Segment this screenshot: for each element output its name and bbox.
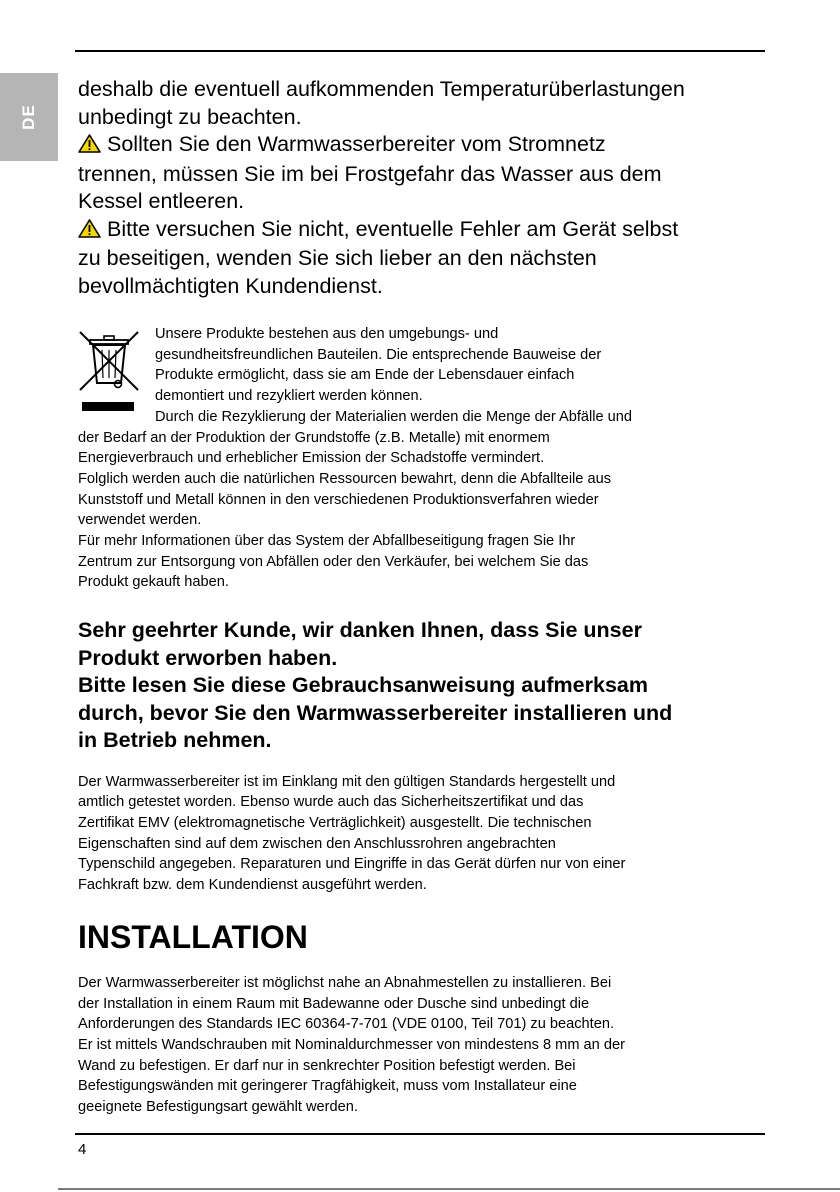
compliance-line: Zertifikat EMV (elektromagnetische Verträglichkeit) ausgestellt. Die technischen: [78, 815, 592, 832]
recycling-line: Für mehr Informationen über das System der Abfallbeseitigung fragen Sie Ihr: [78, 533, 576, 550]
greeting-line: Sehr geehrter Kunde, wir danken Ihnen, dass Sie unser: [78, 618, 642, 643]
installation-line: Der Warmwasserbereiter ist möglichst nahe an Abnahmestellen zu installieren. Bei: [78, 974, 612, 991]
crossed-out-wheelie-bin-icon: [78, 328, 140, 414]
compliance-line: Fachkraft bzw. dem Kundendienst ausgeführt werden.: [78, 877, 427, 894]
repair-warning-text: Bitte versuchen Sie nicht, eventuelle Fehler am Gerät selbst: [107, 216, 679, 241]
frost-warning-line: trennen, müssen Sie im bei Frostgefahr das Wasser aus dem: [78, 161, 662, 186]
intro-line: unbedingt zu beachten.: [78, 104, 302, 129]
installation-section: [78, 919, 768, 1118]
frost-warning: [78, 131, 768, 161]
installation-line: geeignete Befestigungsart gewählt werden.: [78, 1099, 358, 1116]
language-tab: [0, 73, 58, 161]
warnings-section: [78, 76, 768, 300]
compliance-line: Eigenschaften sind auf dem zwischen den Anschlussrohren angebrachten: [78, 835, 556, 852]
language-tab-label: DE: [19, 104, 38, 130]
intro-line: deshalb die eventuell aufkommenden Temperaturüberlastungen: [78, 77, 685, 101]
recycling-line: demontiert und rezykliert werden können.: [155, 388, 423, 405]
recycling-line: verwendet werden.: [78, 512, 202, 529]
recycling-line: Durch die Rezyklierung der Materialien werden die Menge der Abfälle und: [155, 408, 632, 425]
greeting-line: durch, bevor Sie den Warmwasserbereiter installieren und: [78, 700, 673, 725]
page-edge-rule: [58, 1188, 840, 1190]
page-number: 4: [78, 1141, 87, 1158]
repair-warning: [78, 216, 768, 246]
recycling-line: der Bedarf an der Produktion der Grundstoffe (z.B. Metalle) mit enormem: [78, 429, 550, 446]
repair-warning-line: bevollmächtigten Kundendienst.: [78, 273, 383, 298]
page-content: [78, 76, 768, 1118]
installation-line: Anforderungen des Standards IEC 60364-7-701 (VDE 0100, Teil 701) zu beachten.: [78, 1016, 614, 1033]
installation-line: Er ist mittels Wandschrauben mit Nominaldurchmesser von mindestens 8 mm an der: [78, 1036, 625, 1053]
greeting-line: in Betrieb nehmen.: [78, 728, 272, 753]
header-rule: [75, 50, 765, 52]
compliance-line: Typenschild angegeben. Reparaturen und Eingriffe in das Gerät dürfen nur von einer: [78, 856, 626, 873]
recycling-line: Zentrum zur Entsorgung von Abfällen oder den Verkäufer, bei welchem Sie das: [78, 553, 589, 570]
repair-warning-line: zu beseitigen, wenden Sie sich lieber an den nächsten: [78, 246, 597, 270]
compliance-line: amtlich getestet worden. Ebenso wurde auch das Sicherheitszertifikat und das: [78, 794, 584, 811]
greeting-section: [78, 617, 768, 755]
installation-line: der Installation in einem Raum mit Badewanne oder Dusche sind unbedingt die: [78, 995, 590, 1012]
warning-triangle-icon: [78, 133, 101, 161]
frost-warning-text: Sollten Sie den Warmwasserbereiter vom Stromnetz: [107, 132, 606, 156]
recycling-line: gesundheitsfreundlichen Bauteilen. Die entsprechende Bauweise der: [155, 346, 602, 363]
installation-heading: INSTALLATION: [78, 918, 308, 955]
greeting-line: Bitte lesen Sie diese Gebrauchsanweisung aufmerksam: [78, 673, 648, 698]
installation-line: Wand zu befestigen. Er darf nur in senkrechter Position befestigt werden. Bei: [78, 1057, 576, 1074]
frost-warning-line: Kessel entleeren.: [78, 189, 245, 213]
compliance-line: Der Warmwasserbereiter ist im Einklang mit den gültigen Standards hergestellt und: [78, 773, 616, 790]
recycling-line: Kunststoff und Metall können in den verschiedenen Produktionsverfahren wieder: [78, 491, 599, 508]
recycling-section: [78, 324, 768, 593]
greeting-line: Produkt erworben haben.: [78, 645, 338, 670]
compliance-section: [78, 772, 768, 896]
recycling-line: Unsere Produkte bestehen aus den umgebungs- und: [155, 326, 499, 342]
recycling-line: Produkte ermöglicht, dass sie am Ende der Lebensdauer einfach: [155, 367, 575, 384]
recycling-line: Produkt gekauft haben.: [78, 574, 229, 591]
installation-line: Befestigungswänden mit geringerer Tragfähigkeit, muss vom Installateur eine: [78, 1078, 577, 1095]
recycling-line: Energieverbrauch und erheblicher Emission der Schadstoffe vermindert.: [78, 450, 545, 467]
recycling-line: Folglich werden auch die natürlichen Ressourcen bewahrt, denn die Abfallteile aus: [78, 470, 611, 487]
warning-triangle-icon: [78, 218, 101, 246]
footer-rule: [75, 1133, 765, 1135]
